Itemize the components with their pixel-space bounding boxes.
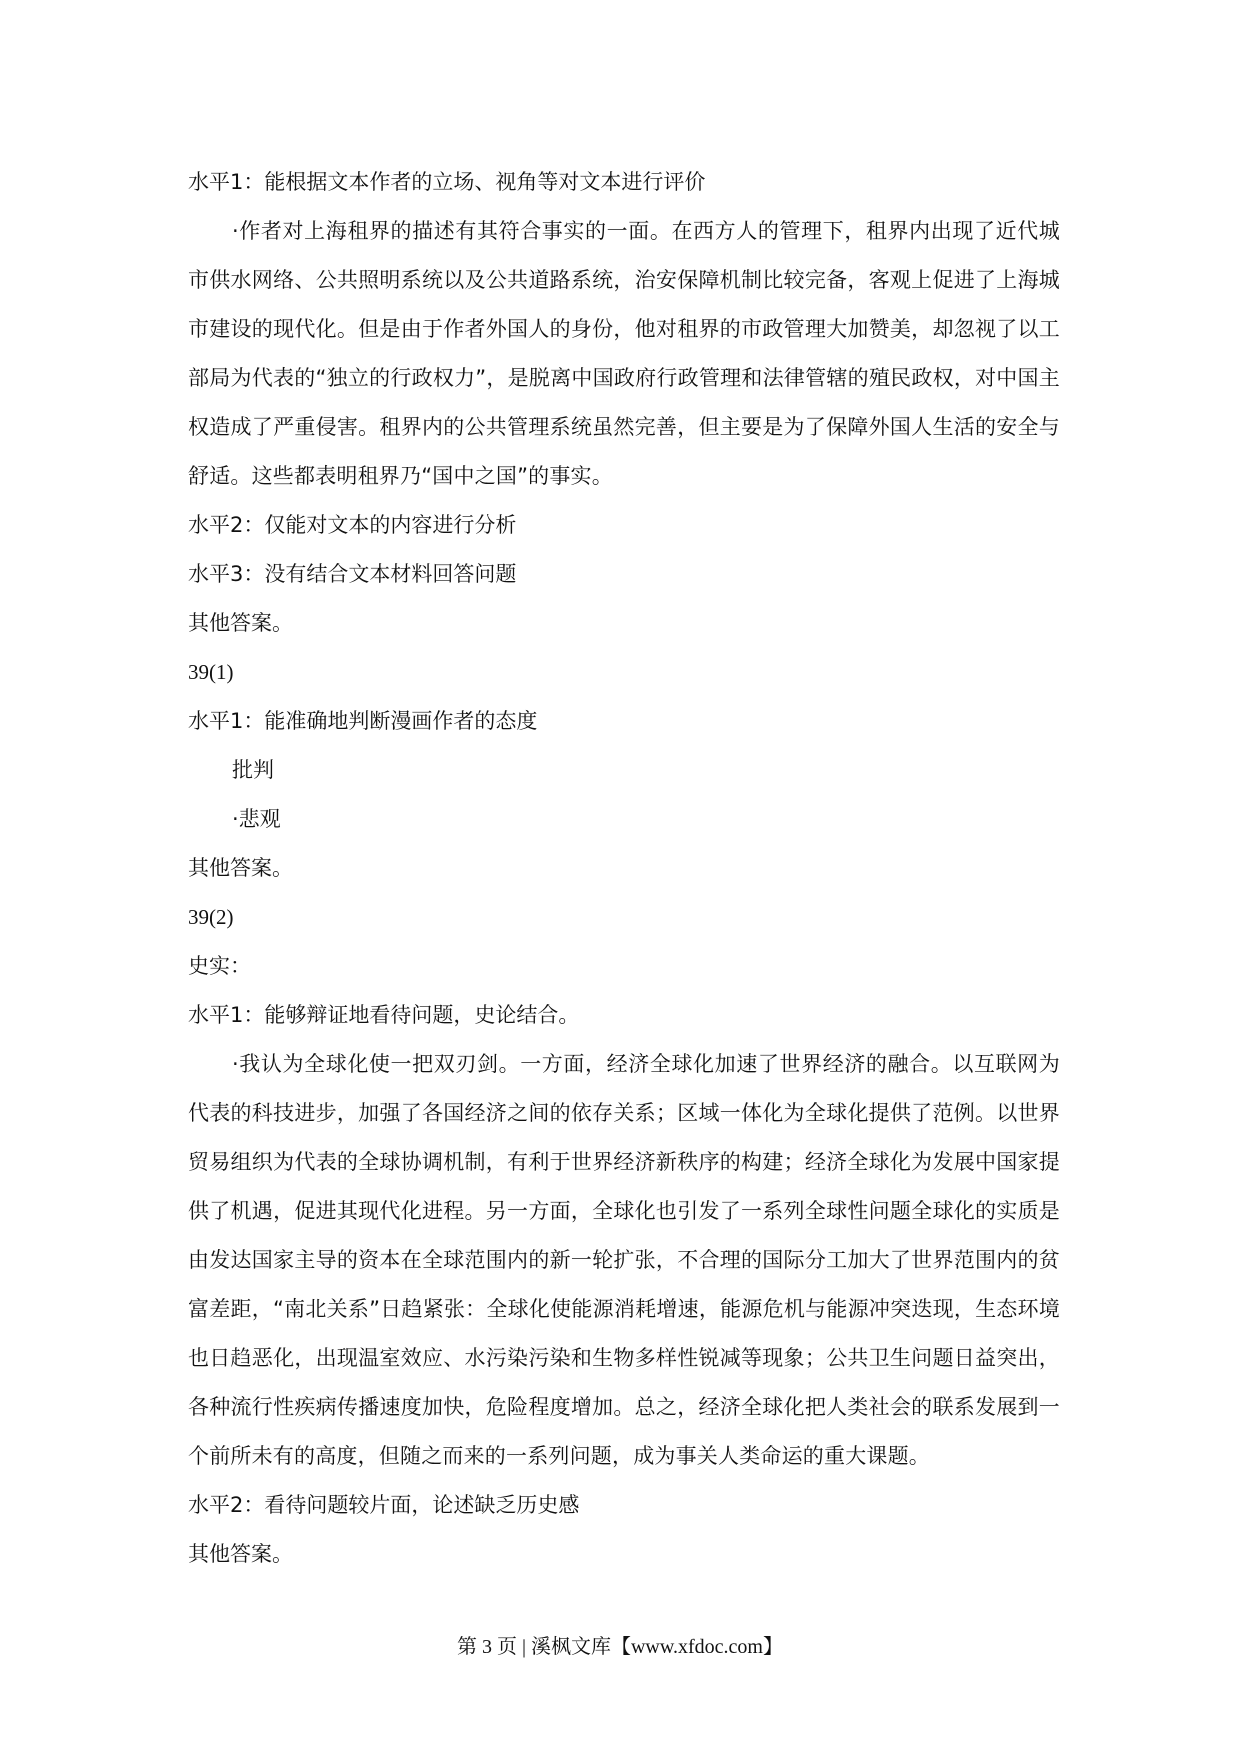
page-body [188,158,1060,1579]
answer-item: 批判 [232,758,274,782]
question-number: 39(2) [188,905,234,929]
other-answers: 其他答案。 [188,611,293,635]
level-1-heading: 水平1：能够辩证地看待问题，史论结合。 [188,1003,580,1027]
other-answers: 其他答案。 [188,856,293,880]
level-2-heading: 水平2：仅能对文本的内容进行分析 [188,513,517,537]
section-label: 史实： [188,954,251,978]
answer-paragraph-globalization: ·我认为全球化使一把双刃剑。一方面，经济全球化加速了世界经济的融合。以互联网为代表的科技进步，加强了各国经济之间的依存关系；区域一体化为全球化提供了范例。以世界贸易组织为代表的全球协调机制，有利于世界经济新秩序的构建；经济全球化为发展中国家提供了机遇，促进其现代化进程。另一方面，全球化也引发了一系列全球性问题全球化的实质是由发达国家主导的资本在全球范围内的新一轮扩张，不合理的国际分工加大了世界范围内的贫富差距，“南北关系”日趋紧张：全球化使能源消耗增速，能源危机与能源冲突迭现，生态环境也日趋恶化，出现温室效应、水污染污染和生物多样性锐减等现象；公共卫生问题日益突出，各种流行性疾病传播速度加快，危险程度增加。总之，经济全球化把人类社会的联系发展到一个前所未有的高度，但随之而来的一系列问题，成为事关人类命运的重大课题。 [188,1052,1060,1468]
level-3-heading: 水平3：没有结合文本材料回答问题 [188,562,517,586]
page-footer: 第 3 页 | 溪枫文库【www.xfdoc.com】 [456,1636,783,1658]
level-1-heading: 水平1：能根据文本作者的立场、视角等对文本进行评价 [188,170,706,194]
other-answers: 其他答案。 [188,1542,293,1566]
level-1-heading: 水平1：能准确地判断漫画作者的态度 [188,709,538,733]
answer-item: ·悲观 [232,807,281,831]
level-2-heading: 水平2：看待问题较片面，论述缺乏历史感 [188,1493,580,1517]
question-number: 39(1) [188,660,234,684]
answer-paragraph-shanghai: ·作者对上海租界的描述有其符合事实的一面。在西方人的管理下，租界内出现了近代城市供水网络、公共照明系统以及公共道路系统，治安保障机制比较完备，客观上促进了上海城市建设的现代化。但是由于作者外国人的身份，他对租界的市政管理大加赞美，却忽视了以工部局为代表的“独立的行政权力”，是脱离中国政府行政管理和法律管辖的殖民政权，对中国主权造成了严重侵害。租界内的公共管理系统虽然完善，但主要是为了保障外国人生活的安全与舒适。这些都表明租界乃“国中之国”的事实。 [188,219,1060,488]
